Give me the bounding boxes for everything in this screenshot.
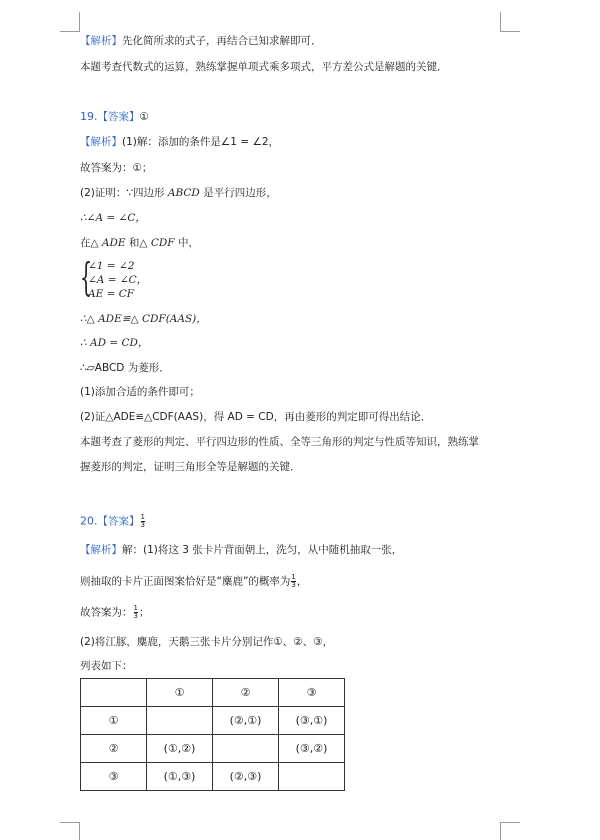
crop-mark-bottom-left (79, 822, 80, 840)
table-cell: (①,②) (147, 735, 213, 763)
crop-mark-bottom-right-h (500, 822, 520, 823)
table-cell (81, 679, 147, 707)
q18-analysis: 【解析】先化简所求的式子，再结合已知求解即可． (80, 35, 322, 47)
q19-line5: 在△ ADE 和△ CDF 中， (80, 237, 199, 249)
table-cell (213, 735, 279, 763)
crop-mark-top-right-h (500, 31, 520, 32)
table-header-row (81, 679, 345, 707)
table-cell: (②,③) (213, 763, 279, 791)
system-eq-3: AE = CF (88, 288, 135, 300)
q19-line9: (1)添加合适的条件即可； (80, 386, 200, 398)
table-cell: ① (147, 679, 213, 707)
q19-analysis-line1: 【解析】(1)解：添加的条件是∠1 = ∠2， (80, 136, 280, 148)
q20-line2: 则抽取的卡片正面图案恰好是“麋鹿”的概率为 $\frac{1}{3}$ ， (80, 573, 308, 589)
q20-line3: 故答案为： $\frac{1}{3}$ ； (80, 604, 150, 620)
crop-mark-bottom-right (500, 822, 501, 840)
table-cell (147, 707, 213, 735)
table-cell: ② (81, 735, 147, 763)
q18-summary: 本题考查代数式的运算，熟练掌握单项式乘多项式，平方差公式是解题的关键． (80, 61, 448, 73)
table-cell: ② (213, 679, 279, 707)
table-cell (279, 763, 345, 791)
q19-summary-line2: 握菱形的判定，证明三角形全等是解题的关键． (80, 461, 301, 473)
table-row (81, 763, 345, 791)
probability-fraction: $\frac{1}{3}$ (291, 573, 296, 589)
table-cell: (①,③) (147, 763, 213, 791)
table-row (81, 707, 345, 735)
outcome-table (80, 678, 345, 791)
q19-line2: 故答案为：①； (80, 162, 153, 174)
q19-line10: (2)证△ADE≌△CDF(AAS)，得 AD = CD，再由菱形的判定即可得出结论． (80, 411, 432, 423)
table-cell: (③,①) (279, 707, 345, 735)
crop-mark-top-right (500, 12, 501, 32)
q20-line4: (2)将江豚，麋鹿，天鹅三张卡片分别记作①、②、③， (80, 636, 334, 648)
q19-answer: 19.【答案】① (80, 110, 149, 123)
q19-line7: ∴ AD = CD， (80, 337, 149, 349)
q20-line5: 列表如下： (80, 660, 133, 672)
crop-mark-top-left (79, 12, 80, 32)
table-row (81, 735, 345, 763)
table-cell: (②,①) (213, 707, 279, 735)
crop-mark-top-left-h (60, 31, 80, 32)
table-cell: ① (81, 707, 147, 735)
q20-answer: 20.【答案】 $\frac{1}{3}$ (80, 513, 145, 529)
q19-line6: ∴△ ADE≌△ CDF(AAS)， (80, 313, 207, 325)
q19-summary-line1: 本题考查了菱形的判定、平行四边形的性质、全等三角形的判定与性质等知识，熟练掌 (80, 436, 479, 448)
q19-line4: ∴∠A = ∠C， (80, 212, 146, 224)
table-cell: ③ (279, 679, 345, 707)
q20-analysis-line1: 【解析】解：(1)将这 3 张卡片背面朝上，洗匀，从中随机抽取一张， (80, 544, 403, 556)
system-eq-2: ∠A = ∠C， (88, 274, 148, 286)
table-cell: ③ (81, 763, 147, 791)
answer-fraction: $\frac{1}{3}$ (140, 513, 145, 529)
system-eq-1: ∠1 = ∠2 (88, 260, 135, 272)
q19-line3: (2)证明：∵四边形 ABCD 是平行四边形， (80, 187, 277, 199)
equation-system-brace: { (80, 255, 93, 299)
table-cell: (③,②) (279, 735, 345, 763)
q19-line8: ∴▱ABCD 为菱形． (80, 362, 170, 374)
crop-mark-bottom-left-h (60, 822, 80, 823)
answer-fraction-2: $\frac{1}{3}$ (133, 604, 138, 620)
